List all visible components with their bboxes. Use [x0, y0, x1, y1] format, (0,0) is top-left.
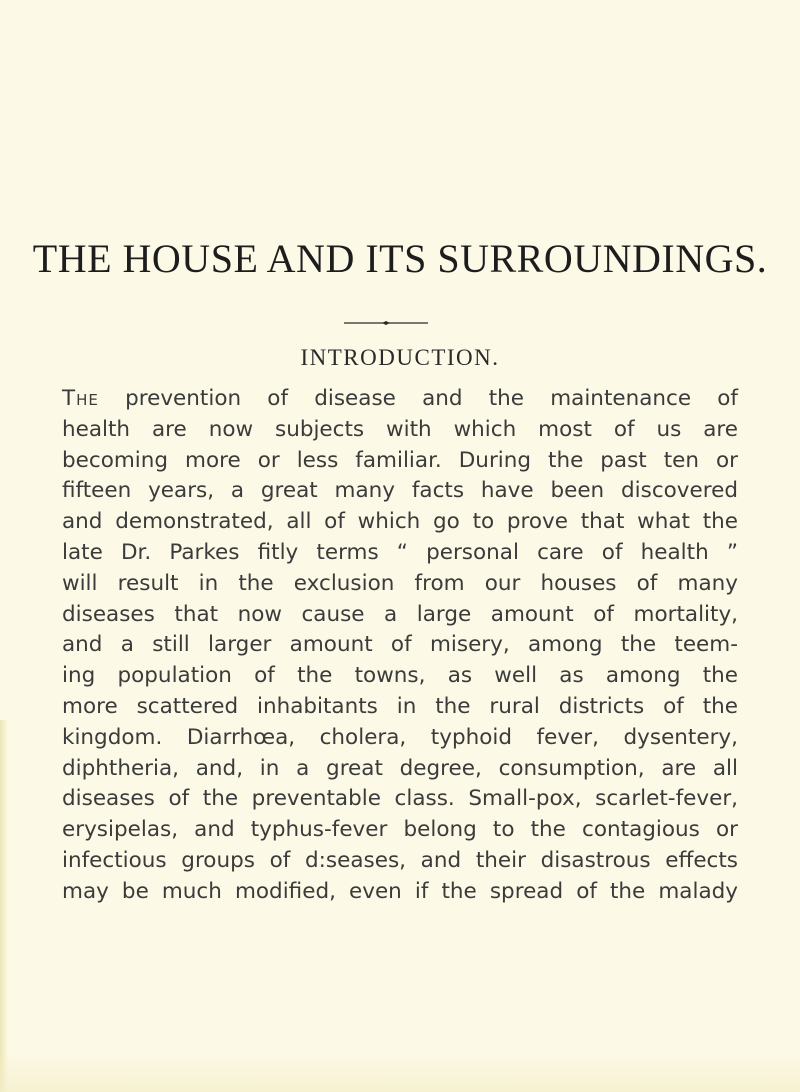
paragraph-line: fifteen years, a great many facts have been discovered [62, 478, 738, 504]
paragraph-line: kingdom. Diarrhœa, cholera, typhoid fever, dysentery, [62, 724, 738, 750]
paragraph-line: more scattered inhabitants in the rural districts of the [62, 693, 738, 719]
paragraph-line: health are now subjects with which most of us are [62, 416, 738, 442]
paragraph-line: diseases that now cause a large amount of mortality, [62, 601, 738, 627]
paragraph-line: ing population of the towns, as well as among the [62, 663, 738, 689]
paragraph-line: and a still larger amount of misery, among the teem- [62, 632, 738, 658]
ornamental-rule [344, 321, 428, 325]
paragraph-line: and demonstrated, all of which go to prove that what the [62, 509, 738, 535]
paragraph-line [62, 384, 738, 415]
paragraph-line: infectious groups of d:seases, and their disastrous effects [62, 847, 738, 873]
chapter-heading: INTRODUCTION. [300, 345, 500, 370]
paragraph-line: late Dr. Parkes fitly terms “ personal care of health ” [62, 539, 738, 565]
paragraph-line: becoming more or less familiar. During the past ten or [62, 447, 738, 473]
paragraph-line: erysipelas, and typhus-fever belong to the contagious or [62, 817, 738, 843]
paragraph-line: will result in the exclusion from our houses of many [62, 570, 738, 596]
book-title: THE HOUSE AND ITS SURROUNDINGS. [32, 236, 768, 281]
paragraph-line: diphtheria, and, in a great degree, consumption, are all [62, 755, 738, 781]
opening-word: The [62, 386, 99, 411]
paragraph-line: may be much modified, even if the spread of the malady [62, 878, 738, 904]
paragraph-line-text: prevention of disease and the maintenance of [98, 386, 738, 411]
paragraph-line: diseases of the preventable class. Small-pox, scarlet-fever, [62, 786, 738, 812]
page-edge-shadow [0, 720, 8, 1092]
body-paragraph [62, 384, 738, 908]
page-bottom-shade [0, 1052, 800, 1092]
